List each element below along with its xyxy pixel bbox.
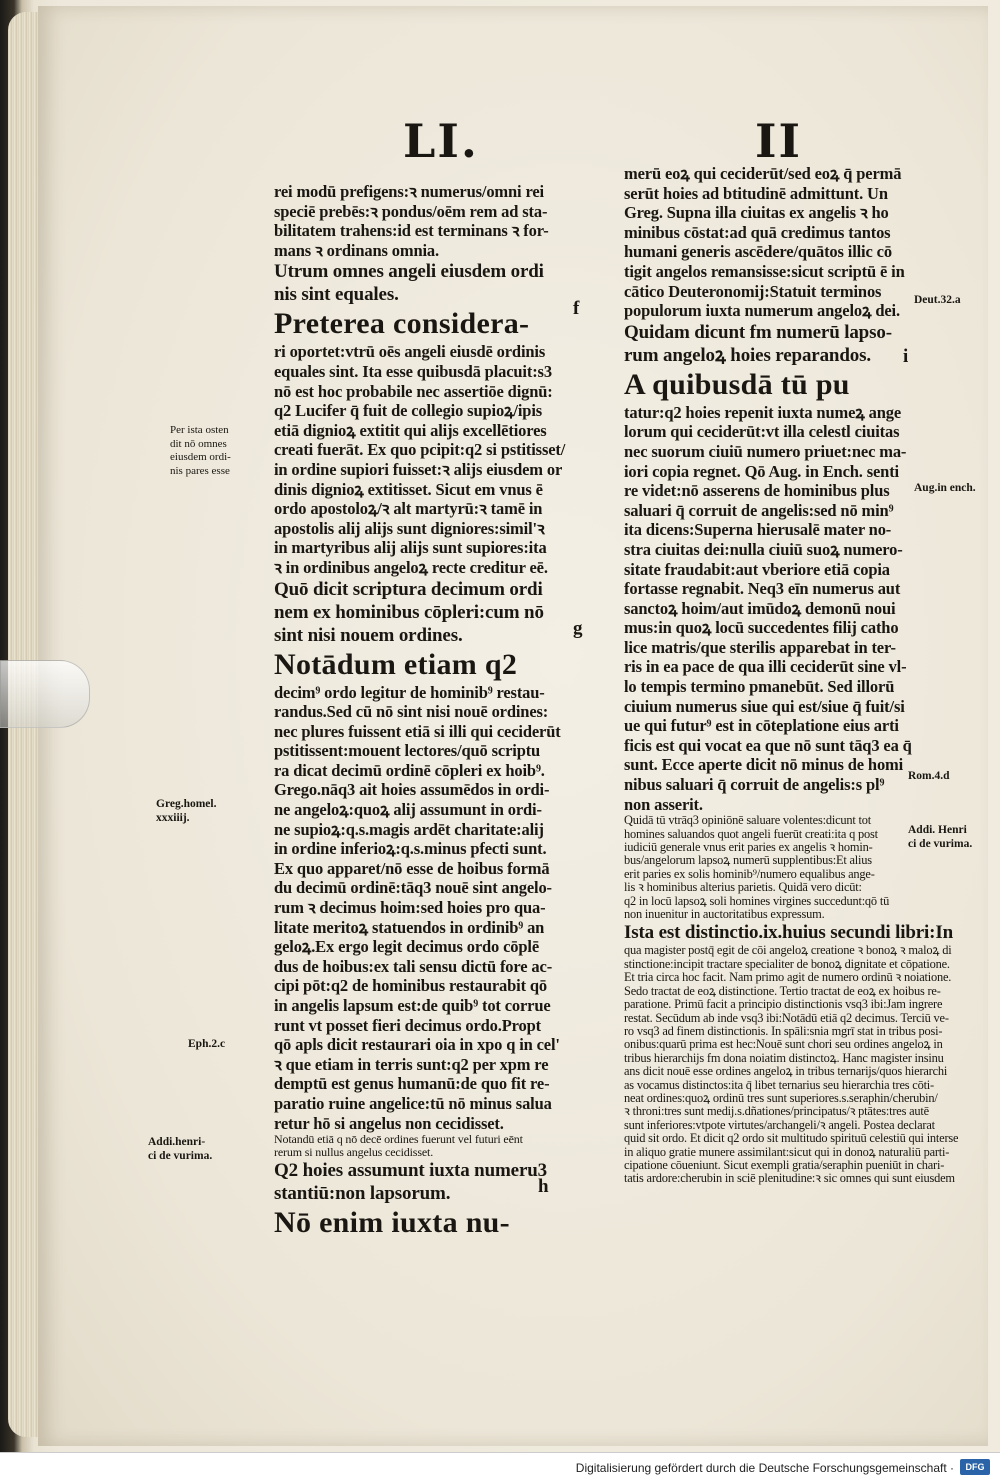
initial-heading-line: Nō enim iuxta nu- (274, 1206, 510, 1240)
commentary-line: cipatione cōueniunt. Sicut exempli gratia/seraphin pueniūt in chari- (624, 1158, 945, 1172)
rubric-line: nem ex hominibus cōpleri:cum nō (274, 601, 544, 623)
text-line: tigit angelos remansisse:sicut scriptū ē in (624, 261, 905, 281)
text-line: nec plures fuissent etiā si illi qui ceciderūt (274, 721, 561, 741)
text-line: equales sint. Ita esse quibusdā placuit:s3 (274, 361, 552, 381)
text-line: in martyribus alij alijs sunt supiores:ita (274, 538, 547, 558)
text-line: nō est hoc probabile nec assertiōe dignū: (274, 381, 553, 401)
note-line: rerum si nullus angelus cecidisset. (274, 1146, 434, 1160)
text-line: fortasse regnabit. Neq3 eīn numerus aut (624, 579, 901, 599)
text-line: bilitatem trahens:id est terminans ꝛ for- (274, 221, 549, 241)
text-line: ne supioꝝ:q.s.magis ardēt charitate:alij (274, 819, 544, 839)
text-line: speciē prebēs:ꝛ pondus/oēm rem ad sta- (274, 201, 548, 221)
commentary-line: Et tria circa hoc facit. Nam primo agit de numero ordinū ꝛ noiatione. (624, 971, 952, 985)
text-line: in ordine inferioꝝ:q.s.minus pfecti sunt. (274, 839, 547, 859)
initial-heading-line: Preterea considera- (274, 307, 530, 341)
text-line: paratio ruine angelice:tū nō minus salua (274, 1093, 552, 1113)
rubric-line: Utrum omnes angeli eiusdem ordi (274, 261, 544, 283)
margin-note-left-1 (170, 424, 231, 478)
margin-note-line: Rom.4.d (908, 770, 950, 782)
commentary-line: ro vsq3 ad finem distinctionis. In spāli:snia mgrī stat in tribus posi- (624, 1024, 943, 1038)
text-line: etiā dignioꝝ extitit qui alijs excellētiores (274, 420, 547, 440)
rubric-line: rum angeloꝝ hoies reparandos. (624, 344, 871, 366)
text-line: lice matris/que sterilis apparebat in ter- (624, 637, 896, 657)
text-line: in angelis lapsum est:de quib⁹ tot corrue (274, 996, 551, 1015)
text-line: rum ꝛ decimus hoim:sed hoies pro qua- (274, 898, 546, 918)
folio-left: LI. (403, 114, 479, 168)
rubric-line: stantiū:non lapsorum. (274, 1183, 451, 1205)
text-line: apostolis alij alijs sunt digniores:simil'ꝛ (274, 518, 545, 538)
commentary-line: iudiciū generale vnus erit paries ex angelis ꝛ homin- (624, 841, 873, 855)
text-line: ita dicens:Superna hierusalē mater no- (624, 520, 892, 540)
text-line: ficis est qui vocat ea que nō sunt tāq3 ea q̄ (624, 735, 912, 755)
margin-note-line: Aug.in ench. (914, 482, 976, 494)
text-line: randus.Sed cū nō sint nisi nouē ordines: (274, 702, 549, 722)
text-line: creati fuerāt. Ex quo pcipit:q2 si pstitisset/ (274, 440, 566, 460)
margin-note-left-4 (148, 1136, 212, 1163)
margin-note-left-2 (156, 798, 216, 825)
folio-right: II (755, 114, 803, 168)
commentary-line: onibus:quarū prima est hec:Nouē sunt chori seu ordines angeloꝝ in (624, 1038, 943, 1052)
commentary-line: bus/angelorum lapsoꝝ numerū supplentibus:Et alius (624, 854, 872, 868)
margin-note-line: ci de vurima. (148, 1149, 213, 1162)
text-line: in ordine supiori fuisset:ꝛ alijs eiusdem or (274, 459, 563, 479)
text-line: nec suorum ciuiū numero priuet:nec ma- (624, 441, 907, 461)
margin-note-right-2 (914, 482, 976, 496)
text-line: nibus saluari q̄ corruit de angelis:s pl⁹ (624, 775, 885, 795)
text-line: saluari q̄ corruit de angelis:sed nō min⁹ (624, 500, 894, 520)
commentary-line: homines saluandos quot angeli fuerūt creati:ita q post (624, 827, 878, 841)
commentary-line: non inuenitur in auctoritatibus expressum. (624, 908, 825, 922)
margin-note-line: Deut.32.a (914, 294, 961, 306)
plastic-page-clip (0, 660, 90, 728)
text-line: ri oportet:vtrū oēs angeli eiusdē ordinis (274, 342, 546, 362)
commentary-line: erit paries ex solis hominib⁹/numero equalibus ange- (624, 867, 875, 881)
margin-note-line: xxxiiij. (156, 811, 190, 824)
text-line: cipi pōt:q2 de hominibus restaurabit qō (274, 976, 548, 996)
section-mark-f: f (573, 298, 580, 319)
note-line: Notandū etiā q nō decē ordines fuerunt vel futuri eēnt (274, 1133, 523, 1147)
commentary-line: sunt inferiores:vtpote virtutes/archangeli/ꝛ angeli. Postea declarat (624, 1118, 935, 1132)
text-line: lorum qui ceciderūt:vt illa celestl ciuitas (624, 422, 900, 442)
text-line: q2 Lucifer q̄ fuit de collegio supioꝝ/ipis (274, 401, 543, 421)
initial-heading-line: Notādum etiam q2 (274, 647, 518, 681)
commentary-line: tribus hierarchijs fm dona noiatim distinctoꝝ. Hanc magister insinu (624, 1051, 944, 1065)
left-text-column (274, 182, 606, 1241)
text-line: re videt:nō asserens de hominibus plus (624, 481, 890, 501)
commentary-line: tatis ardore:cherubin in sciē plenitudine:ꝛ sic omnes qui sunt eiusdem (624, 1172, 955, 1186)
text-line: ꝛ in ordinibus angeloꝝ recte creditur eē. (274, 557, 548, 577)
margin-note-line: Greg.homel. (156, 798, 217, 810)
text-line: non asserit. (624, 794, 703, 814)
rubric-line: Quō dicit scriptura decimum ordi (274, 578, 543, 600)
text-line: runt vt posset fieri decimus ordo.Propt (274, 1015, 541, 1035)
commentary-line: qua magister postq̄ egit de cōi angeloꝝ creatione ꝛ bonoꝝ ꝛ maloꝝ di (624, 944, 952, 958)
margin-note-line: dit nō omnes (170, 437, 227, 450)
rubric-line: Q2 hoies assumunt iuxta numeru3 (274, 1160, 548, 1182)
margin-note-line: Addi.henri- (148, 1136, 206, 1148)
digitization-footer (0, 1452, 1000, 1483)
dfg-logo: DFG (960, 1459, 990, 1475)
text-line: dus de hoibus:ex tali sensu dictū fore ac- (274, 956, 553, 976)
rubric-line: nis sint equales. (274, 284, 399, 306)
text-line: cātico Deuteronomij:Statuit terminos (624, 281, 882, 301)
text-line: mus:in quoꝝ locū succedentes filij catho (624, 618, 899, 638)
text-line: ordo apostoloꝝ/ꝛ alt martyrū:ꝛ tamē in (274, 499, 543, 519)
rubric-line: Ista est distinctio.ix.huius secundi libri:In (624, 922, 953, 944)
commentary-line: in aliquo gratie munere assimilant:sicut qui in donoꝝ naturaliū parti- (624, 1145, 950, 1159)
text-line: sanctoꝝ hoim/aut imūdoꝝ demonū noui (624, 598, 896, 618)
text-line: ra dicat decimū ordinē cōpleri ex hoib⁹. (274, 760, 545, 780)
text-line: Ex quo apparet/nō esse de hoibus formā (274, 858, 550, 878)
text-line: du decimū ordinē:tāq3 nouē sint angelo- (274, 878, 552, 898)
margin-note-line: ci de vurima. (908, 837, 973, 850)
section-mark-h: h (538, 1176, 549, 1197)
commentary-line: q2 in locū lapsoꝝ soli homines virgines succedunt:qō tū (624, 894, 890, 908)
text-line: lo tempis termino pmanebūt. Sed illorū (624, 677, 895, 697)
right-text-column (624, 164, 958, 1186)
text-line: tatur:q2 hoies repenit iuxta numeꝝ ange (624, 402, 902, 422)
text-line: sitate fraudabit:aut vberiore etiā copia (624, 559, 890, 579)
text-line: Greg. Supna illa ciuitas ex angelis ꝛ ho (624, 203, 889, 223)
text-line: stra ciuitas dei:nulla ciuiū suoꝝ numero- (624, 539, 903, 559)
margin-note-line: Eph.2.c (188, 1038, 226, 1050)
commentary-line: neat ordines:quoꝝ ordinū tres sunt superiores.s.seraphin/cherubin/ (624, 1091, 938, 1105)
text-line: geloꝝ.Ex ergo legit decimus ordo cōplē (274, 937, 540, 957)
book-page (38, 6, 988, 1446)
text-line: populorum iuxta numerum angeloꝝ dei. (624, 301, 900, 321)
text-line: rei modū prefigens:ꝛ numerus/omni rei (274, 182, 544, 201)
text-line: ciuium numerus siue qui est/siue q̄ fuit/si (624, 696, 905, 716)
text-line: retur hō si angelus non cecidisset. (274, 1113, 504, 1133)
margin-note-right-3 (908, 770, 950, 784)
margin-note-line: nis pares esse (170, 464, 230, 477)
margin-note-line: Addi. Henri (908, 824, 967, 836)
text-line: ne angeloꝝ:quoꝝ alij assumunt in ordi- (274, 800, 542, 820)
commentary-line: ans dicit nouē esse ordines angeloꝝ in tribus ternarijs/quos hierarchi (624, 1065, 948, 1079)
text-line: serūt hoies ad btitudinē admittunt. Un (624, 183, 888, 203)
commentary-line: stinctione:incipit tractare specialiter de bonoꝝ dignitate et cōpatione. (624, 957, 950, 971)
rubric-line: Quidam dicunt fm numerū lapso- (624, 321, 892, 343)
commentary-line: restat. Secūdum ab inde vsq3 ibi:Notādū etiā q2 decimus. Terciū ve- (624, 1011, 949, 1025)
commentary-line: ꝛ throni:tres sunt medij.s.dñationes/principatus/ꝛ ptātes:tres autē (624, 1105, 929, 1119)
text-line: pstitissent:mouent lectores/quō scriptu (274, 741, 541, 761)
text-line: iori copia regnet. Qō Aug. in Ench. senti (624, 461, 899, 481)
commentary-line: quid sit ordo. Et dicit q2 ordo sit multitudo spirituū celestiū qui interse (624, 1132, 958, 1146)
margin-note-right-1 (914, 294, 961, 308)
text-line: decim⁹ ordo legitur de hominib⁹ restau- (274, 682, 545, 702)
text-line: Grego.nāq3 ait hoies assumēdos in ordi- (274, 780, 550, 800)
text-line: qō apls dicit restaurari oia in xpo q in cel' (274, 1035, 560, 1055)
commentary-line: lis ꝛ hominibus alterius parietis. Quidā vero dicūt: (624, 881, 862, 895)
commentary-line: paratione. Primū facit a principio distinctionis vsq3 ibi:Jam ingrere (624, 998, 943, 1012)
text-line: demptū est genus humanū:de quo fit re- (274, 1074, 550, 1094)
footer-credit: Digitalisierung gefördert durch die Deutsche Forschungsgemeinschaft · (575, 1461, 954, 1475)
text-line: humani generis ascēdere/quātos illic cō (624, 242, 892, 262)
margin-note-line: eiusdem ordi- (170, 451, 231, 463)
text-line: litate meritoꝝ statuendos in ordinib⁹ an (274, 917, 545, 937)
text-line: ꝛ que etiam in terris sunt:q2 per xpm re (274, 1054, 549, 1074)
margin-note-line: Per ista osten (170, 424, 229, 436)
commentary-line: Sedo tractat de eoꝝ distinctione. Tertio tractat de eoꝝ ex hoibus re- (624, 984, 941, 998)
text-line: dinis dignioꝝ extitisset. Sicut em vnus ē (274, 479, 543, 499)
section-mark-g: g (573, 618, 583, 639)
text-line: mans ꝛ ordinans omnia. (274, 240, 439, 260)
commentary-line: Quidā tū vtrāq3 opiniōnē saluare volentes:dicunt tot (624, 814, 871, 828)
rubric-line: sint nisi nouem ordines. (274, 624, 463, 646)
text-line: ue qui futur⁹ est in cōteplatione eius arti (624, 716, 899, 736)
initial-heading-line: A quibusdā tū pu (624, 367, 850, 401)
text-line: merū eoꝝ qui ceciderūt/sed eoꝝ q̄ permā (624, 164, 902, 183)
text-line: minibus cōstat:ad quā credimus tantos (624, 222, 891, 242)
text-line: ris in ea pace de qua illi ceciderūt sine vl- (624, 657, 907, 677)
text-line: sunt. Ecce aperte dicit nō minus de homi (624, 755, 904, 775)
commentary-line: as vocamus distinctos:ita q̄ libet ternarius seu hierarchia tres cōti- (624, 1078, 934, 1092)
section-mark-i: i (903, 346, 909, 367)
margin-note-right-4 (908, 824, 972, 851)
margin-note-left-3 (188, 1038, 225, 1052)
